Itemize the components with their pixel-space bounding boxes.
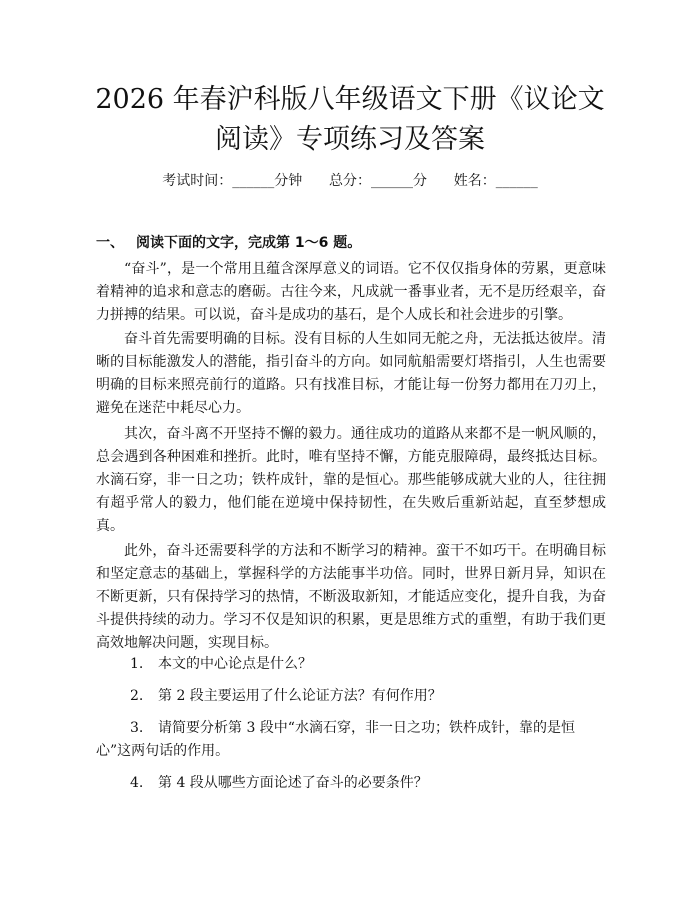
section-instruction: 阅读下面的文字，完成第 1～6 题。 [136,235,362,251]
question-text: 请简要分析第 3 段中“水滴石穿，非一日之功；铁杵成针，靠的是恒心”这两句话的作用。 [96,720,575,759]
passage-paragraph-3: 其次，奋斗离不开坚持不懈的毅力。通往成功的道路从来都不是一帆风顺的，总会遇到各种困难和挫折。此时，唯有坚持不懈，方能克服障碍，最终抵达目标。水滴石穿，非一日之功；铁杵成针，靠的是恒心。那些能够成就大业的人，往往拥有超乎常人的毅力，他们能在逆境中保持韧性，在失败后重新站起，直至梦想成真。 [96,426,606,534]
question-1 [96,653,606,676]
question-number: 3. [130,720,144,736]
question-number: 1. [130,656,144,672]
question-text: 第 4 段从哪些方面论述了奋斗的必要条件？ [158,775,428,791]
question-text: 第 2 段主要运用了什么论证方法？有何作用？ [158,688,442,704]
section-number: 一、 [96,235,124,251]
question-text: 本文的中心论点是什么？ [158,656,312,672]
exam-info-line: 考试时间：______分钟 总分：______分 姓名：______ [162,173,538,189]
question-number: 2. [130,688,144,704]
passage-paragraph-2: 奋斗首先需要明确的目标。没有目标的人生如同无舵之舟，无法抵达彼岸。清晰的目标能激发人的潜能，指引奋斗的方向。如同航船需要灯塔指引，人生也需要明确的目标来照亮前行的道路。只有找准目标，才能让每一份努力都用在刀刃上，避免在迷茫中耗尽心力。 [96,331,606,416]
passage-paragraph-1: “奋斗”，是一个常用且蕴含深厚意义的词语。它不仅仅指身体的劳累，更意味着精神的追求和意志的磨砺。古往今来，凡成就一番事业者，无不是历经艰辛，奋力拼搏的结果。可以说，奋斗是成功的基石，是个人成长和社会进步的引擎。 [96,261,606,323]
document-title: 2026 年春沪科版八年级语文下册《议论文阅读》专项练习及答案 [95,84,605,155]
question-3 [96,717,606,763]
question-number: 4. [130,775,144,791]
passage-paragraph-4: 此外，奋斗还需要科学的方法和不断学习的精神。蛮干不如巧干。在明确目标和坚定意志的基础上，掌握科学的方法能事半功倍。同时，世界日新月异，知识在不断更新，只有保持学习的热情，不断汲取新知，才能适应变化，提升自我，为奋斗提供持续的动力。学习不仅是知识的积累，更是思维方式的重塑，有助于我们更高效地解决问题，实现目标。 [96,543,606,651]
question-2 [96,685,606,708]
section-heading [96,232,361,252]
question-4 [96,772,606,795]
